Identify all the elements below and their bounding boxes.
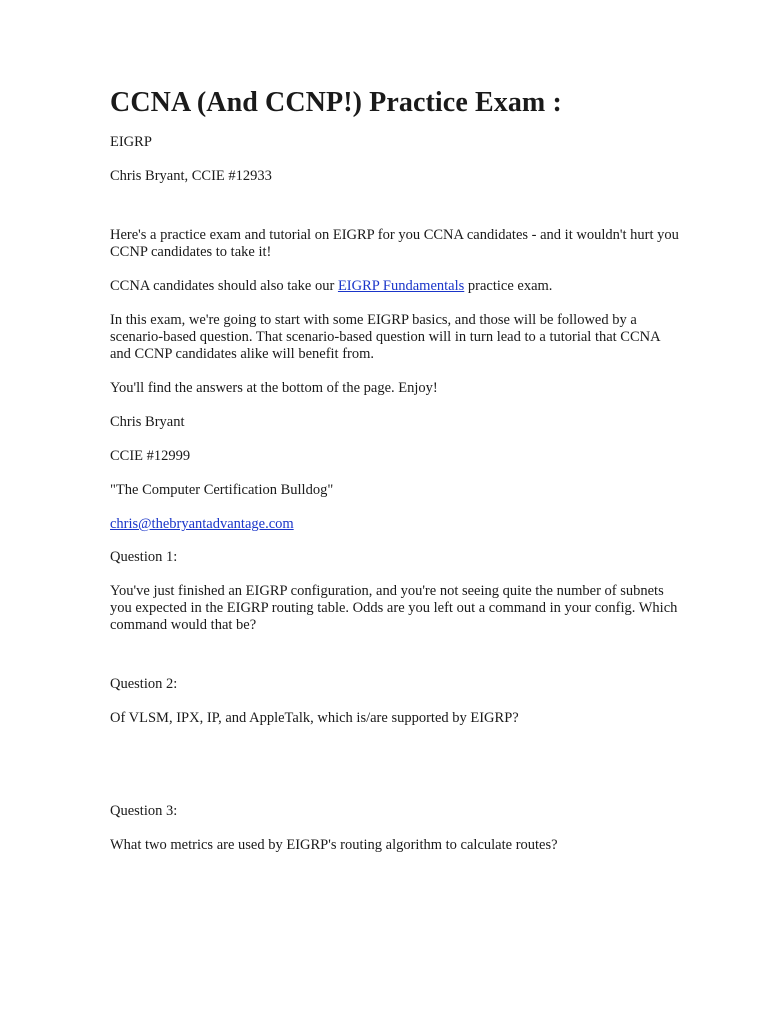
intro-paragraph: Here's a practice exam and tutorial on EIGRP for you CCNA candidates - and it wouldn't hurt you CCNP candidates to take it! [110, 227, 679, 260]
fundamentals-paragraph [110, 278, 680, 295]
question-2-label: Question 2: [110, 676, 178, 692]
question-3-label: Question 3: [110, 803, 178, 819]
overview-paragraph: In this exam, we're going to start with some EIGRP basics, and those will be followed by a scenario-based question. That scenario-based question will in turn lead to a tutorial that CCNA and CCNP candidates alike will benefit from. [110, 312, 660, 362]
fundamentals-text-after: practice exam. [464, 278, 553, 294]
document-page [110, 84, 680, 854]
question-2-text: Of VLSM, IPX, IP, and AppleTalk, which is/are supported by EIGRP? [110, 710, 519, 726]
email-paragraph [110, 516, 680, 533]
fundamentals-text-before: CCNA candidates should also take our [110, 278, 338, 294]
author-byline: Chris Bryant, CCIE #12933 [110, 168, 272, 184]
answers-note: You'll find the answers at the bottom of the page. Enjoy! [110, 380, 438, 396]
question-3-text: What two metrics are used by EIGRP's routing algorithm to calculate routes? [110, 837, 558, 853]
signature-tagline: "The Computer Certification Bulldog" [110, 482, 334, 498]
signature-name: Chris Bryant [110, 414, 185, 430]
signature-ccie: CCIE #12999 [110, 448, 191, 464]
document-title: CCNA (And CCNP!) Practice Exam : [110, 87, 562, 118]
question-1-label: Question 1: [110, 549, 178, 565]
question-1-text: You've just finished an EIGRP configuration, and you're not seeing quite the number of subnets you expected in the EIGRP routing table. Odds are you left out a command in your config. Which command would that be? [110, 583, 678, 633]
document-subtitle: EIGRP [110, 134, 152, 150]
email-link[interactable]: chris@thebryantadvantage.com [110, 516, 294, 532]
eigrp-fundamentals-link[interactable]: EIGRP Fundamentals [337, 278, 465, 294]
